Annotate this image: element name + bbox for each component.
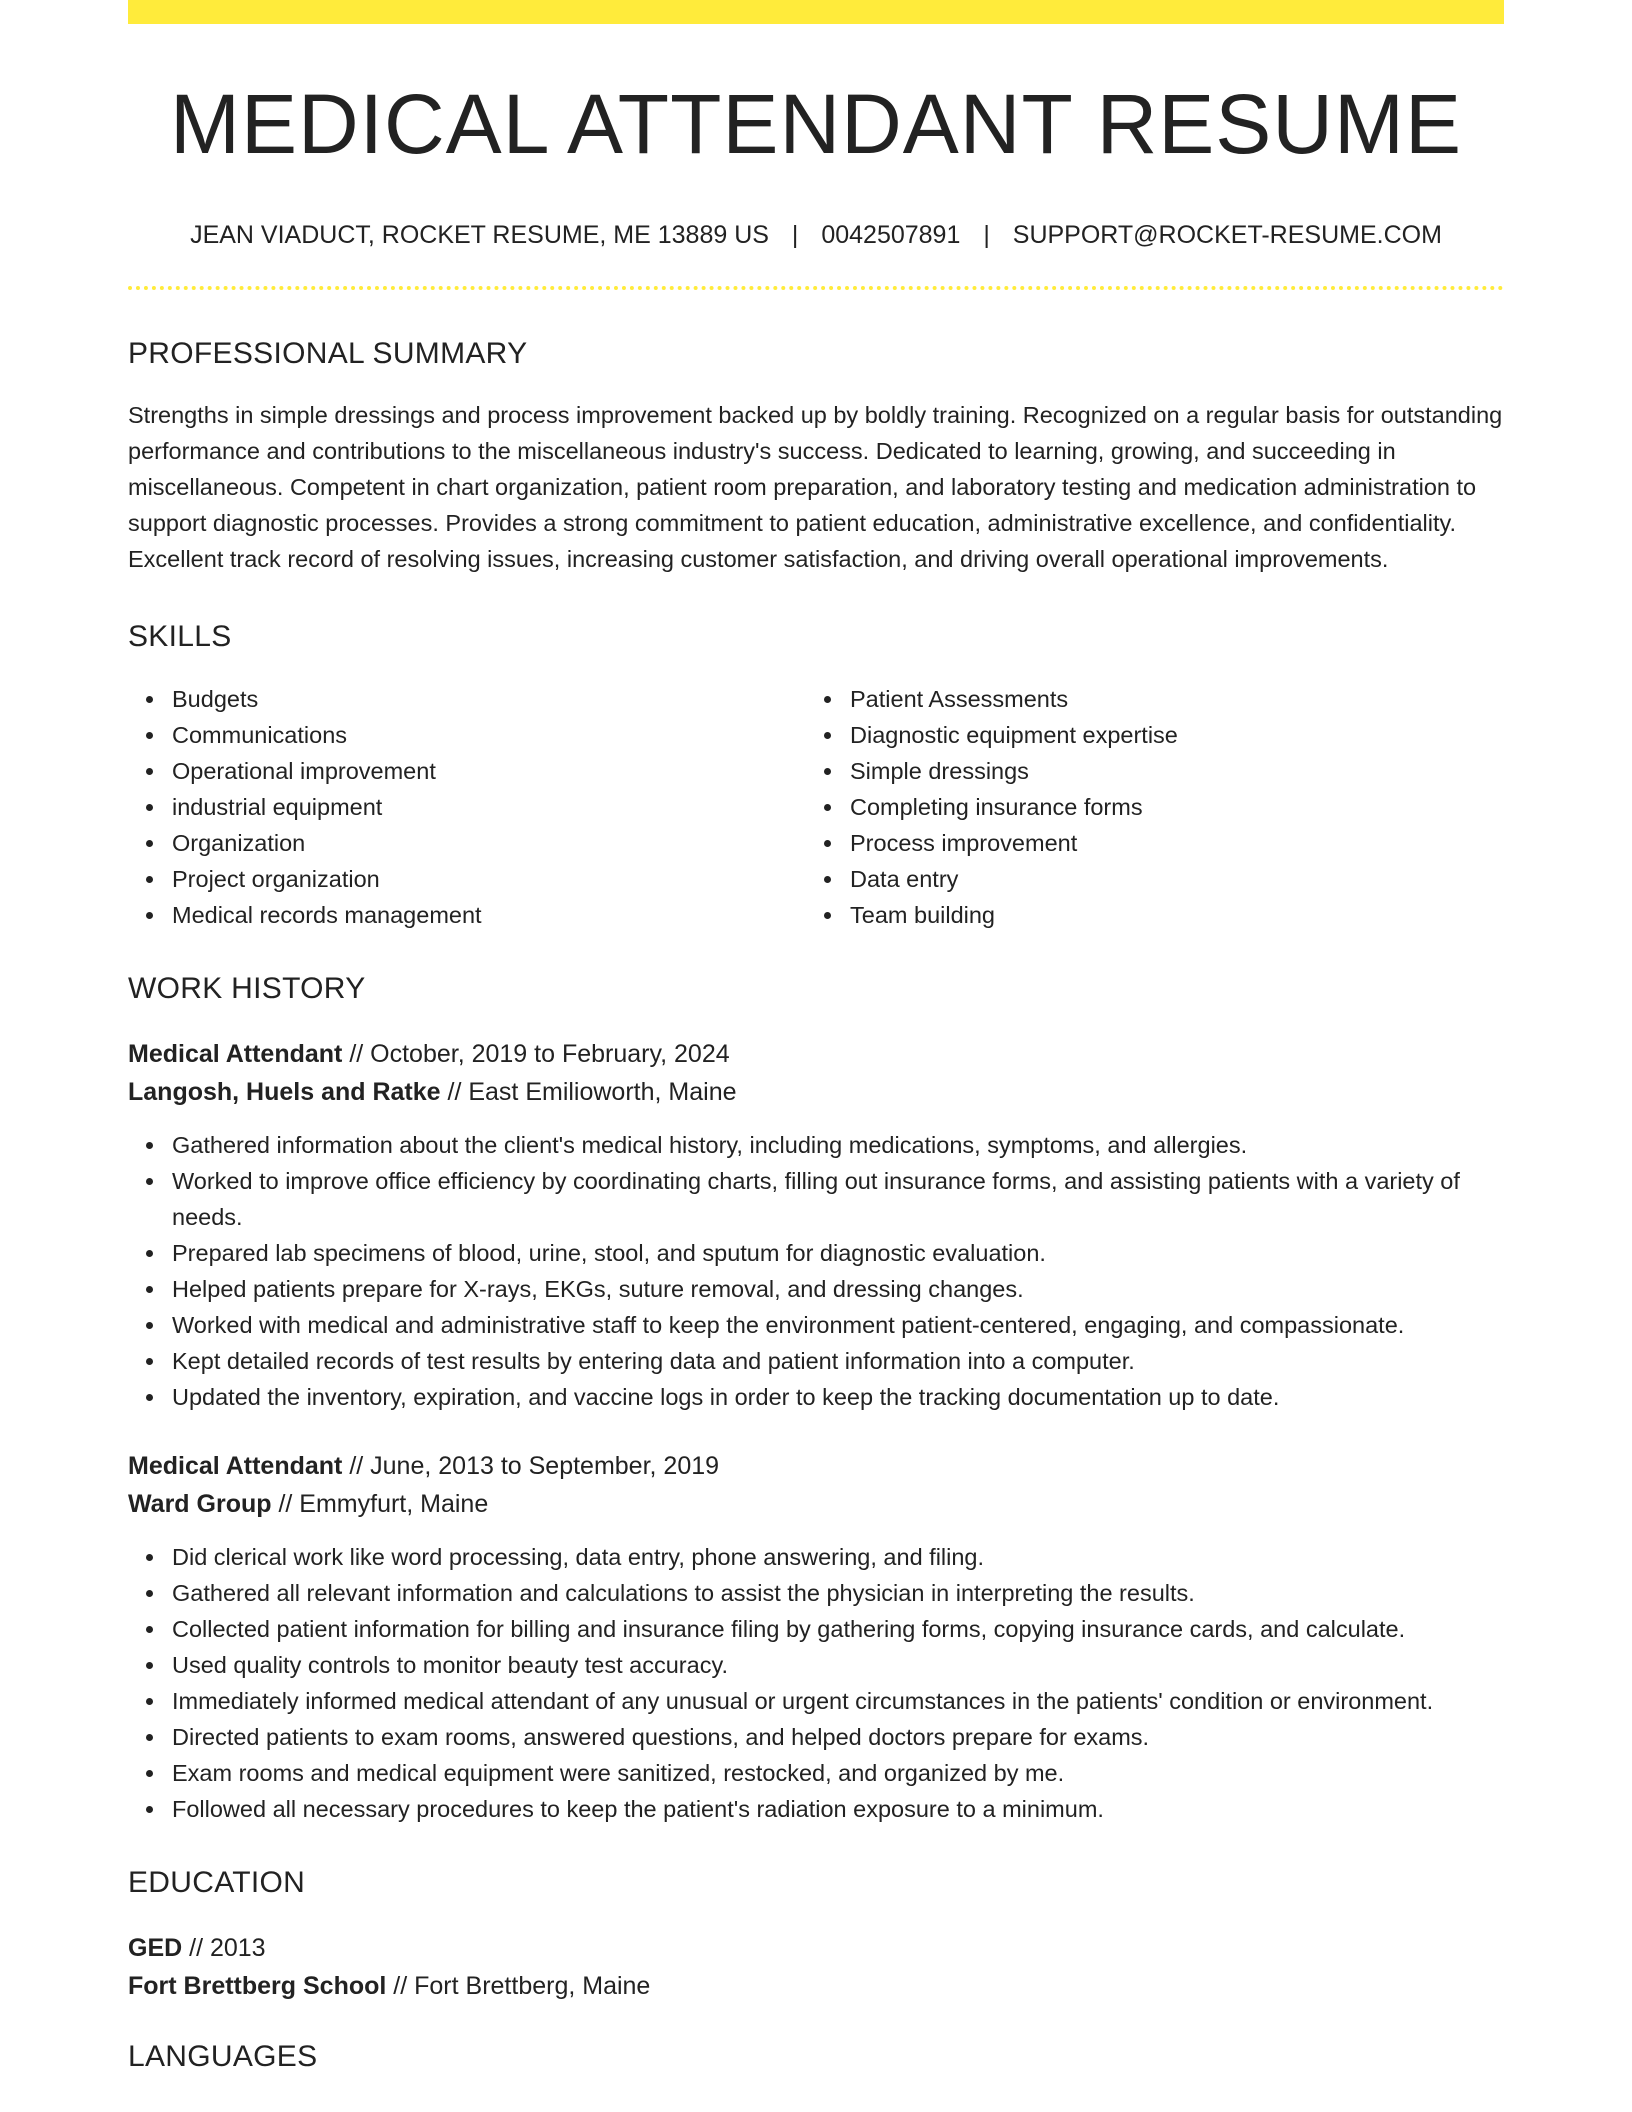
languages-heading: LANGUAGES [128,2040,318,2074]
skill-item: Diagnostic equipment expertise [850,717,1484,753]
summary-heading: PROFESSIONAL SUMMARY [128,337,528,371]
skill-item: Patient Assessments [850,681,1484,717]
education-location: // Fort Brettberg, Maine [386,1972,651,2001]
job-dates: // October, 2019 to February, 2024 [342,1040,730,1069]
job-duty: Immediately informed medical attendant of any unusual or urgent circumstances in the patients' condition or environment. [172,1683,1504,1719]
skill-item: Communications [172,717,806,753]
job-dates: // June, 2013 to September, 2019 [342,1452,720,1481]
summary-text: Strengths in simple dressings and process improvement backed up by boldly training. Recognized on a regular basis for outstanding performance and contributions to the miscellaneous industry's success. Dedicated to learning, growing, and succeeding in miscellaneous. Competent in chart organization, patient room preparation, and laboratory testing and medication administration to support diagnostic processes. Provides a strong commitment to patient education, administrative excellence, and confidentiality. Excellent track record of resolving issues, increasing customer satisfaction, and driving overall operational improvements. [128,402,1503,573]
job-title: Medical Attendant [128,1452,343,1481]
contact-email: SUPPORT@ROCKET-RESUME.COM [1012,221,1442,250]
job-location: // Emmyfurt, Maine [271,1490,489,1519]
job-title-line [128,1035,1504,1073]
resume-page [128,0,1504,2075]
job-duty: Gathered information about the client's medical history, including medications, symptoms, and allergies. [172,1127,1504,1163]
job-duty: Followed all necessary procedures to keep the patient's radiation exposure to a minimum. [172,1791,1504,1827]
job-duty: Worked to improve office efficiency by coordinating charts, filling out insurance forms, and assisting patients with a variety of needs. [172,1163,1504,1235]
job-entry [128,1035,1504,1415]
skills-heading: SKILLS [128,620,232,654]
skill-item: Operational improvement [172,753,806,789]
skill-item: Completing insurance forms [850,789,1484,825]
job-duty: Did clerical work like word processing, data entry, phone answering, and filing. [172,1539,1504,1575]
job-duty: Helped patients prepare for X-rays, EKGs, suture removal, and dressing changes. [172,1271,1504,1307]
education-entry [128,1929,1504,2005]
skills-columns [128,681,1504,933]
contact-line [128,220,1504,250]
education-degree: GED [128,1934,183,1963]
job-duty: Used quality controls to monitor beauty test accuracy. [172,1647,1504,1683]
job-duty: Directed patients to exam rooms, answered questions, and helped doctors prepare for exams. [172,1719,1504,1755]
top-accent-bar [128,0,1504,24]
job-company-line [128,1073,1504,1111]
education-school: Fort Brettberg School [128,1972,387,2001]
resume-title: MEDICAL ATTENDANT RESUME [170,77,1462,171]
skill-item: Medical records management [172,897,806,933]
job-duty: Updated the inventory, expiration, and vaccine logs in order to keep the tracking documentation up to date. [172,1379,1504,1415]
contact-phone: 0042507891 [821,221,961,250]
contact-separator: | [983,221,990,250]
job-duty: Worked with medical and administrative staff to keep the environment patient-centered, engaging, and compassionate. [172,1307,1504,1343]
skill-item: Data entry [850,861,1484,897]
job-title: Medical Attendant [128,1040,343,1069]
job-duties-list [128,1127,1504,1415]
skill-item: Process improvement [850,825,1484,861]
job-location: // East Emilioworth, Maine [440,1078,737,1107]
job-entry [128,1447,1504,1827]
work-history-heading: WORK HISTORY [128,972,366,1006]
job-duty: Exam rooms and medical equipment were sanitized, restocked, and organized by me. [172,1755,1504,1791]
job-company-line [128,1485,1504,1523]
skill-item: Team building [850,897,1484,933]
job-duty: Collected patient information for billing and insurance filing by gathering forms, copying insurance cards, and calculate. [172,1611,1504,1647]
job-duties-list [128,1539,1504,1827]
job-company: Ward Group [128,1490,272,1519]
contact-separator: | [791,221,799,250]
skill-item: Project organization [172,861,806,897]
education-heading: EDUCATION [128,1866,306,1900]
job-duty: Prepared lab specimens of blood, urine, stool, and sputum for diagnostic evaluation. [172,1235,1504,1271]
skill-item: Budgets [172,681,806,717]
job-company: Langosh, Huels and Ratke [128,1078,441,1107]
job-duty: Kept detailed records of test results by entering data and patient information into a computer. [172,1343,1504,1379]
education-degree-line [128,1929,1504,1967]
education-school-line [128,1967,1504,2005]
job-duty: Gathered all relevant information and calculations to assist the physician in interpreting the results. [172,1575,1504,1611]
dotted-divider [128,286,1504,290]
contact-address: JEAN VIADUCT, ROCKET RESUME, ME 13889 US [190,221,769,250]
skill-item: industrial equipment [172,789,806,825]
job-title-line [128,1447,1504,1485]
education-year: // 2013 [182,1934,266,1963]
skill-item: Organization [172,825,806,861]
skill-item: Simple dressings [850,753,1484,789]
skills-left-list [128,681,806,933]
skills-right-list [806,681,1484,933]
